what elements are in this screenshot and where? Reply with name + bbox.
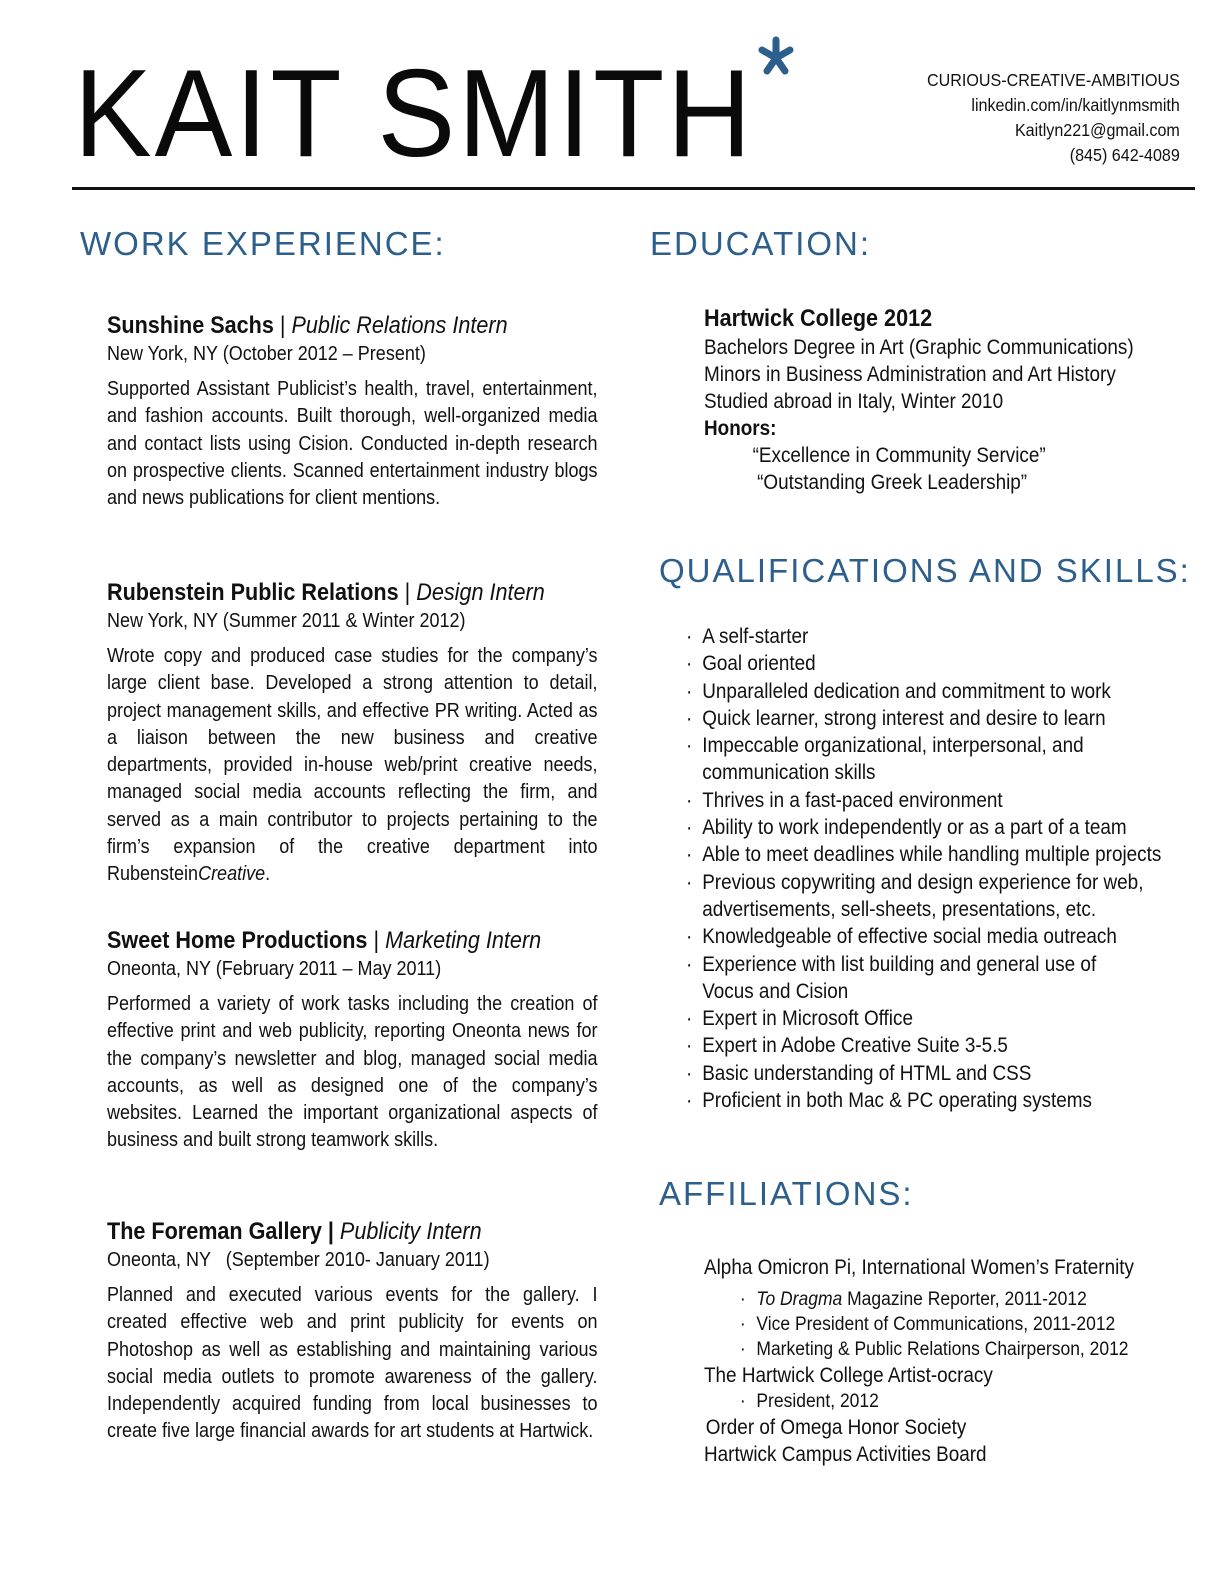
job-description: Performed a variety of work tasks including the creation of effective print and web publicity, reporting Oneonta news for the company’s newsletter and blog, managed social media accounts, as well as designed one of the company’s websites. Learned the important organizational aspects of business and built strong teamwork skills. (107, 993, 598, 1152)
skills-list (686, 623, 1224, 1114)
bullet: · (686, 1034, 693, 1058)
honor-item: “Excellence in Community Service” (752, 444, 1046, 467)
skill-item (686, 705, 1193, 732)
job-title (107, 578, 548, 608)
job-role: Design Intern (416, 579, 545, 606)
skill-item (686, 814, 1193, 841)
tagline: CURIOUS-CREATIVE-AMBITIOUS (927, 70, 1180, 90)
job-location: Oneonta, NY (February 2011 – May 2011) (107, 958, 442, 980)
affiliation-role-text: Vice President of Communications, 2011-2012 (756, 1314, 1116, 1335)
school-name: Hartwick College 2012 (704, 305, 933, 332)
education-line: Bachelors Degree in Art (Graphic Communications) (704, 336, 1134, 359)
bullet: · (686, 652, 693, 676)
bullet: · (686, 1089, 693, 1113)
bullet: · (686, 816, 693, 840)
bullet: · (739, 1314, 746, 1335)
bullet: · (686, 706, 693, 730)
bullet: · (686, 1061, 693, 1085)
job-separator: | (398, 579, 417, 606)
affiliations-heading: AFFILIATIONS: (659, 1175, 914, 1212)
job-description (107, 643, 598, 889)
header-divider (72, 187, 1195, 190)
job-entry (107, 1217, 597, 1446)
skill-text: Impeccable organizational, interpersonal, and communication skills (702, 734, 1084, 785)
bullet: · (686, 843, 693, 867)
job-location: New York, NY (October 2012 – Present) (107, 343, 426, 365)
skill-item (686, 787, 1193, 814)
skill-item (686, 650, 1193, 677)
bullet: · (686, 734, 693, 758)
affiliation-role-text: President, 2012 (756, 1391, 879, 1412)
education-heading: EDUCATION: (650, 225, 872, 262)
job-company: Sunshine Sachs (107, 312, 274, 339)
skill-text: Previous copywriting and design experience for web, advertisements, sell-sheets, presentations, etc. (702, 870, 1144, 921)
job-role: Public Relations Intern (291, 312, 508, 339)
job-company: Rubenstein Public Relations (107, 579, 399, 606)
skill-item (686, 732, 1116, 787)
education-line: Studied abroad in Italy, Winter 2010 (704, 390, 1004, 413)
skill-text: A self-starter (702, 625, 809, 648)
skill-item (686, 869, 1152, 924)
affiliation-role (738, 1287, 1146, 1312)
job-entry (107, 311, 597, 512)
affiliation-role (738, 1389, 1146, 1414)
linkedin-link[interactable]: linkedin.com/in/kaitlynmsmith (971, 95, 1180, 115)
skill-item (686, 1032, 1193, 1059)
affiliation-name: Hartwick Campus Activities Board (704, 1443, 987, 1466)
candidate-name: KAIT SMITH (74, 45, 755, 183)
email-link[interactable]: Kaitlyn221@gmail.com (1015, 120, 1180, 140)
bullet: · (739, 1391, 746, 1412)
skill-item (686, 1005, 1193, 1032)
affiliation-role-text: Marketing & Public Relations Chairperson, 2012 (756, 1339, 1129, 1360)
job-company: Sweet Home Productions (107, 927, 368, 954)
bullet: · (686, 925, 693, 949)
job-description-italic: Creative (198, 863, 266, 886)
skill-text: Knowledgeable of effective social media outreach (702, 925, 1117, 949)
skill-text: Quick learner, strong interest and desire to learn (702, 706, 1106, 730)
job-separator: | (367, 927, 386, 954)
skill-item (686, 923, 1193, 950)
affiliation-role-text: Magazine Reporter, 2011-2012 (842, 1289, 1087, 1310)
education-line: Minors in Business Administration and Art History (704, 363, 1116, 386)
skill-text: Able to meet deadlines while handling multiple projects (702, 843, 1162, 867)
skill-item (686, 1060, 1193, 1087)
job-location: Oneonta, NY (September 2010- January 2011) (107, 1249, 490, 1271)
job-entry (107, 926, 597, 1155)
bullet: · (686, 679, 693, 703)
bullet: · (739, 1289, 746, 1310)
skill-text: Goal oriented (702, 652, 816, 676)
job-role: Publicity Intern (339, 1218, 482, 1245)
bullet: · (739, 1339, 746, 1360)
skills-heading: QUALIFICATIONS AND SKILLS: (659, 552, 1191, 589)
job-entry (107, 578, 597, 889)
skill-item (686, 951, 1125, 1006)
bullet: · (686, 870, 693, 894)
skill-text: Ability to work independently or as a part of a team (702, 816, 1127, 840)
work-experience-heading: WORK EXPERIENCE: (80, 225, 446, 262)
job-separator: | (273, 312, 292, 339)
skill-text: Unparalleled dedication and commitment to work (702, 679, 1111, 703)
job-role: Marketing Intern (385, 927, 542, 954)
affiliation-role (738, 1312, 1146, 1337)
skill-item (686, 678, 1193, 705)
skill-item (686, 623, 1193, 650)
bullet: · (686, 952, 693, 976)
affiliation-roles (738, 1287, 1182, 1362)
job-title (107, 926, 548, 956)
job-location: New York, NY (Summer 2011 & Winter 2012) (107, 610, 466, 632)
affiliation-role-italic: To Dragma (756, 1289, 843, 1310)
skill-item (686, 841, 1193, 868)
job-title (107, 1217, 548, 1247)
job-description-text: Wrote copy and produced case studies for the company’s large client base. Developed a strong attention to detail, project management skills, and effective PR writing. Acted as a liaison between the new business and creative departments, provided in-house web/print creative needs, managed social media accounts reflecting the firm, and served as a main contributor to projects pertaining to the firm’s expansion of the creative department into Rubenstein (107, 645, 598, 886)
job-description: Supported Assistant Publicist’s health, travel, entertainment, and fashion accounts. Built thorough, well-organized media and contact lists using Cision. Conducted in-depth research on prospective clients. Scanned entertainment industry blogs and news publications for client mentions. (107, 378, 598, 510)
skill-item (686, 1087, 1193, 1114)
bullet: · (686, 1007, 693, 1031)
contact-block (905, 68, 1180, 168)
skill-text: Experience with list building and general use of Vocus and Cision (702, 952, 1097, 1003)
bullet: · (686, 625, 693, 648)
skill-text: Expert in Microsoft Office (702, 1007, 913, 1031)
skill-text: Basic understanding of HTML and CSS (702, 1061, 1032, 1085)
affiliations-block (704, 1254, 1182, 1468)
affiliation-roles (738, 1389, 1182, 1414)
skill-text: Proficient in both Mac & PC operating systems (702, 1089, 1092, 1113)
job-company: The Foreman Gallery | (107, 1218, 334, 1245)
bullet: · (686, 788, 693, 812)
skill-text: Expert in Adobe Creative Suite 3-5.5 (702, 1034, 1008, 1058)
education-block (704, 304, 1181, 496)
asterisk-icon (756, 36, 796, 76)
affiliation-role (738, 1337, 1146, 1362)
job-description-end: . (265, 863, 271, 886)
job-title (107, 311, 548, 341)
affiliation-name: The Hartwick College Artist-ocracy (704, 1364, 993, 1387)
honor-item: “Outstanding Greek Leadership” (757, 471, 1028, 494)
phone-number: (845) 642-4089 (1069, 145, 1180, 165)
skill-text: Thrives in a fast-paced environment (702, 788, 1003, 812)
affiliation-name: Order of Omega Honor Society (705, 1416, 967, 1439)
job-description: Planned and executed various events for the gallery. I created effective web and print publicity for events on Photoshop as well as establishing and maintaining various social media outlets to promote awareness of the gallery. Independently acquired funding from local businesses to create five large financial awards for art students at Hartwick. (107, 1284, 598, 1443)
affiliation-name: Alpha Omicron Pi, International Women’s Fraternity (704, 1256, 1134, 1279)
honors-label: Honors: (704, 417, 777, 440)
